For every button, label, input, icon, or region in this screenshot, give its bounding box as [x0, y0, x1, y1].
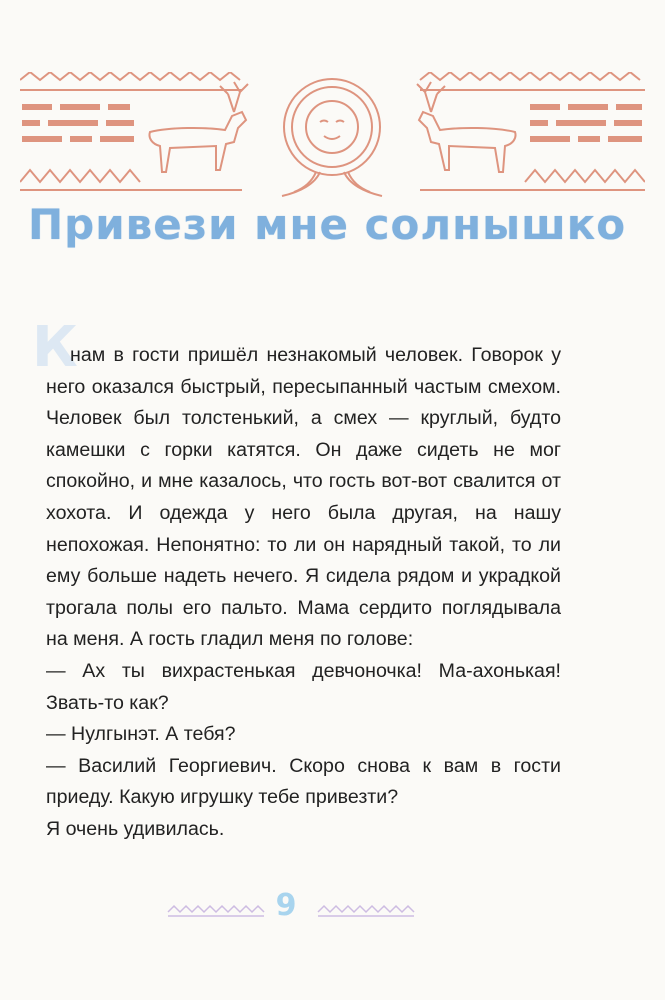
footer-right-band	[318, 906, 414, 912]
left-triangle-band	[20, 170, 140, 182]
left-dash-row	[22, 104, 134, 142]
paragraph-3: — Нулгынэт. А тебя?	[46, 723, 236, 746]
paragraph-5: Я очень удивилась.	[46, 817, 225, 840]
paragraph-4: — Василий Георгиевич. Скоро снова к вам в гости приеду. Какую игрушку тебе привезти?	[46, 754, 561, 809]
footer-ornament	[0, 890, 665, 930]
right-zigzag-band	[420, 72, 640, 80]
right-triangle-band	[525, 170, 645, 182]
left-zigzag-band	[20, 72, 240, 80]
header-ornament	[20, 72, 645, 202]
right-dash-row	[530, 104, 642, 142]
right-reindeer-icon	[417, 82, 516, 172]
paragraph-2: — Ах ты вихрастенькая девчоночка! Ма-ахонькая! Звать-то как?	[46, 659, 561, 714]
left-reindeer-icon	[149, 82, 248, 172]
paragraph-1: нам в гости пришёл незнакомый человек. Говорок у него оказался быстрый, пересыпанный частым смехом. Человек был толстенький, а смех — круглый, будто камешки с горки катятся. Он даже сидеть не мог спокойно, и мне казалось, что гость вот-вот свалится от хохота. И одежда у него была другая, на нашу непохожая. Непонятно: то ли он нарядный такой, то ли ему больше надеть нечего. Я сидела рядом и украдкой трогала полы его пальто. Мама сердито поглядывала на меня. А гость гладил меня по голове:	[46, 344, 561, 651]
body-text	[46, 340, 561, 846]
drop-cap: К	[32, 315, 78, 380]
footer-left-band	[168, 906, 264, 912]
sun-face-icon	[282, 79, 382, 196]
page-number: 9	[275, 888, 297, 923]
chapter-title: Привези мне солнышко	[28, 200, 627, 249]
